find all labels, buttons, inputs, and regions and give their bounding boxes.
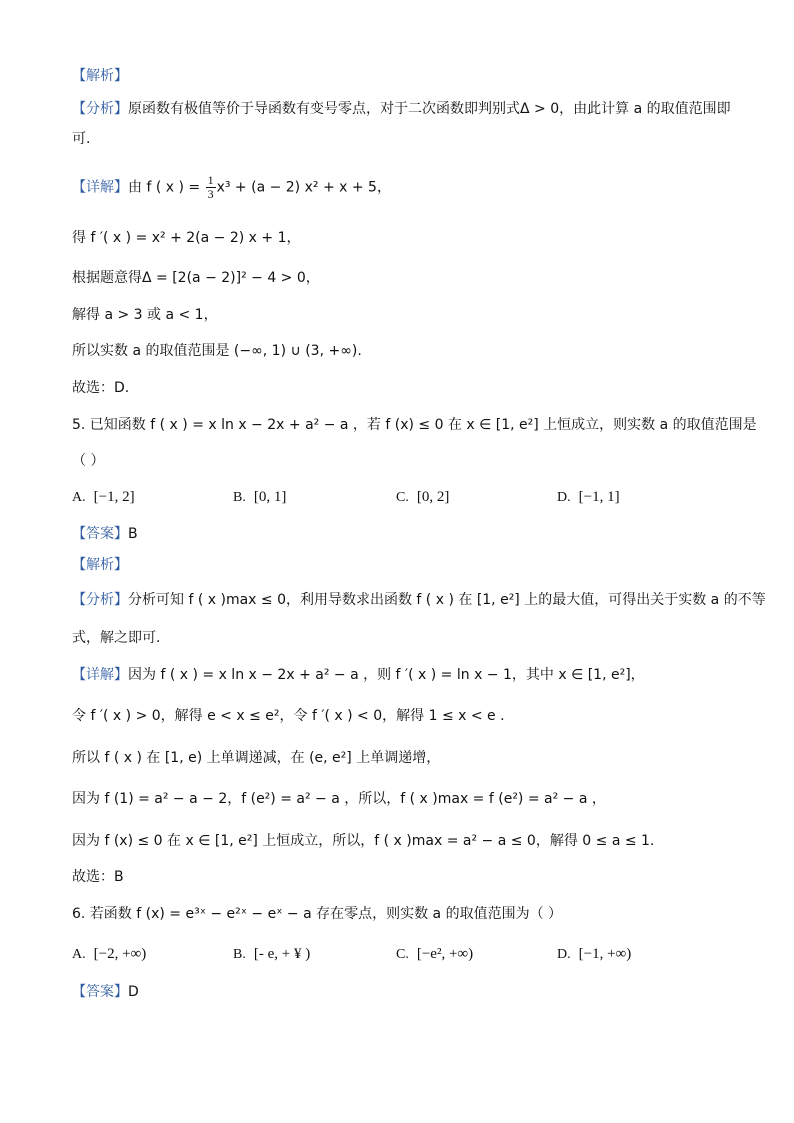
solution-line: [72, 305, 218, 325]
answer-value: D: [128, 984, 139, 1000]
body-text: 分析可知 f ( x )max ≤ 0，利用导数求出函数 f ( x ) 在 [1, e²] 上的最大值，可得出关于实数 a 的不等: [128, 592, 766, 608]
q5-sign-line: [72, 706, 505, 726]
body-text: 由 f ( x ) =: [128, 179, 205, 196]
option-value: [- e, + ¥ ): [253, 946, 311, 962]
section-tag: 【详解】: [72, 179, 128, 196]
analysis-heading-2: [72, 555, 128, 575]
fraction-denominator: 3: [207, 187, 214, 201]
q5-option-b: [233, 487, 286, 508]
q5-analysis-line: [72, 590, 766, 610]
body-text: 故选：B: [72, 869, 124, 885]
section-tag: 【答案】: [72, 526, 128, 542]
question-6-stem: [72, 904, 562, 924]
q5-max-line: [72, 789, 606, 809]
option-value: [−1, 2]: [93, 489, 135, 505]
section-tag: 【分析】: [72, 592, 128, 608]
answer-value: B: [128, 526, 138, 542]
option-letter: B.: [233, 947, 246, 962]
body-text: 因为 f (x) ≤ 0 在 x ∈ [1, e²] 上恒成立，所以，f ( x )max = a² − a ≤ 0，解得 0 ≤ a ≤ 1.: [72, 833, 655, 849]
analysis-heading-1: [72, 66, 128, 86]
q5-conclusion-line: [72, 831, 654, 851]
q5-analysis-cont: [72, 628, 160, 648]
body-text: 原函数有极值等价于导函数有变号零点，对于二次函数即判别式Δ > 0，由此计算 a 的取值范围即: [128, 101, 731, 117]
body-text: 根据题意得Δ = [2(a − 2)]² − 4 > 0，: [72, 270, 320, 286]
q6-option-b: [233, 944, 310, 965]
section-tag: 【解析】: [72, 557, 128, 573]
question-5-stem: [72, 415, 757, 435]
fraction-numerator: 1: [207, 173, 214, 187]
q5-detail-line: [72, 665, 645, 685]
analysis-line: [72, 99, 731, 119]
option-letter: C.: [396, 490, 409, 505]
body-text: x³ + (a − 2) x² + x + 5，: [216, 179, 391, 196]
q5-monotonic-line: [72, 748, 440, 768]
derivative-line: [72, 228, 301, 248]
section-tag: 【详解】: [72, 667, 128, 683]
option-letter: D.: [557, 947, 571, 962]
section-tag: 【解析】: [72, 68, 128, 84]
body-text: 得 f ′( x ) = x² + 2(a − 2) x + 1，: [72, 230, 301, 246]
option-letter: C.: [396, 947, 409, 962]
body-text: 5. 已知函数 f ( x ) = x ln x − 2x + a² − a ，若 f (x) ≤ 0 在 x ∈ [1, e²] 上恒成立，则实数 a 的取值范围是: [72, 417, 757, 433]
q6-option-a: [72, 944, 146, 965]
body-text: 令 f ′( x ) > 0，解得 e < x ≤ e²，令 f ′( x ) < 0，解得 1 ≤ x < e .: [72, 708, 505, 724]
option-letter: D.: [557, 490, 571, 505]
range-line: [72, 341, 362, 361]
section-tag: 【答案】: [72, 984, 128, 1000]
q6-option-d: [557, 944, 631, 965]
option-value: [−1, 1]: [578, 489, 620, 505]
body-text: 解得 a > 3 或 a < 1，: [72, 307, 218, 323]
q5-answer: [72, 524, 138, 544]
question-5-blank: [72, 451, 104, 471]
body-text: 故选：D.: [72, 380, 130, 396]
option-letter: A.: [72, 490, 86, 505]
body-text: （ ）: [72, 453, 105, 469]
option-letter: A.: [72, 947, 86, 962]
q5-option-a: [72, 487, 135, 508]
body-text: 因为 f (1) = a² − a − 2，f (e²) = a² − a ，所以，f ( x )max = f (e²) = a² − a ，: [72, 791, 606, 807]
option-value: [0, 2]: [416, 489, 450, 505]
q5-option-d: [557, 487, 620, 508]
option-value: [0, 1]: [253, 489, 287, 505]
q5-choice-line: [72, 867, 124, 887]
answer-choice-line: [72, 378, 129, 398]
detail-line: [72, 174, 391, 201]
option-value: [−2, +∞): [93, 946, 147, 962]
discriminant-line: [72, 268, 320, 288]
q6-option-c: [396, 944, 473, 965]
analysis-line-cont: [72, 129, 90, 149]
q5-option-c: [396, 487, 449, 508]
body-text: 式，解之即可.: [72, 630, 161, 646]
body-text: 可.: [72, 131, 91, 147]
section-tag: 【分析】: [72, 101, 128, 117]
q6-answer: [72, 982, 139, 1002]
body-text: 因为 f ( x ) = x ln x − 2x + a² − a ，则 f ′( x ) = ln x − 1，其中 x ∈ [1, e²]，: [128, 667, 645, 683]
body-text: 所以实数 a 的取值范围是 (−∞, 1) ∪ (3, +∞).: [72, 343, 362, 359]
option-letter: B.: [233, 490, 246, 505]
body-text: 6. 若函数 f (x) = e³ˣ − e²ˣ − eˣ − a 存在零点，则实数 a 的取值范围为（ ）: [72, 906, 563, 922]
option-value: [−e², +∞): [416, 946, 474, 962]
option-value: [−1, +∞): [578, 946, 632, 962]
body-text: 所以 f ( x ) 在 [1, e) 上单调递减，在 (e, e²] 上单调递增，: [72, 750, 441, 766]
fraction: [206, 174, 216, 201]
